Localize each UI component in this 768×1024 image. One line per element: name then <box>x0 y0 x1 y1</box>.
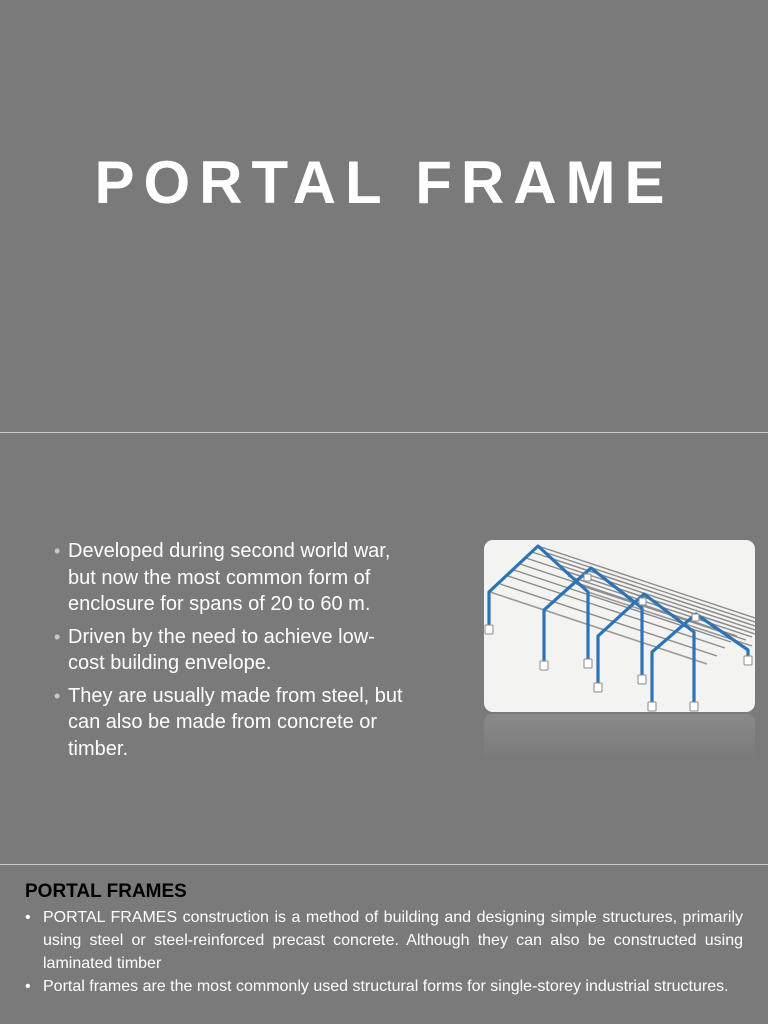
bullet-icon: • <box>54 541 61 561</box>
bullet-text: They are usually made from steel, but can also be made from concrete or timber. <box>68 684 403 760</box>
bullet-icon: • <box>54 626 61 647</box>
bullet-text: Developed during second world war, but now the most common form of enclosure for spans of 20 to 60 m. <box>68 540 391 615</box>
definition-slide <box>0 866 768 1024</box>
portal-frame-image <box>484 540 755 712</box>
bullet-list <box>54 538 404 768</box>
slide-divider <box>0 432 768 433</box>
bullet-icon: • <box>25 909 31 926</box>
bullet-text: Portal frames are the most commonly used structural forms for single-storey industrial structures. <box>43 978 729 995</box>
slide-divider <box>0 864 768 865</box>
image-reflection <box>484 714 755 760</box>
list-item <box>25 975 743 998</box>
bullet-icon: • <box>54 685 61 706</box>
list-item <box>54 624 404 677</box>
slide-title: PORTAL FRAME <box>94 149 674 217</box>
list-item <box>54 538 404 618</box>
bullet-text: PORTAL FRAMES construction is a method of building and designing simple structures, primarily using steel or steel-reinforced precast concrete. Although they can also be constructed using laminated timber <box>43 909 743 972</box>
title-slide <box>0 0 768 432</box>
bullet-text: Driven by the need to achieve low-cost building envelope. <box>68 625 375 674</box>
list-item <box>25 906 743 975</box>
section-heading: PORTAL FRAMES <box>25 881 187 902</box>
list-item <box>54 683 404 763</box>
portal-frame-structure-illustration <box>484 540 755 712</box>
bullet-icon: • <box>25 978 31 995</box>
overview-slide <box>0 434 768 864</box>
bullet-list <box>25 906 743 998</box>
